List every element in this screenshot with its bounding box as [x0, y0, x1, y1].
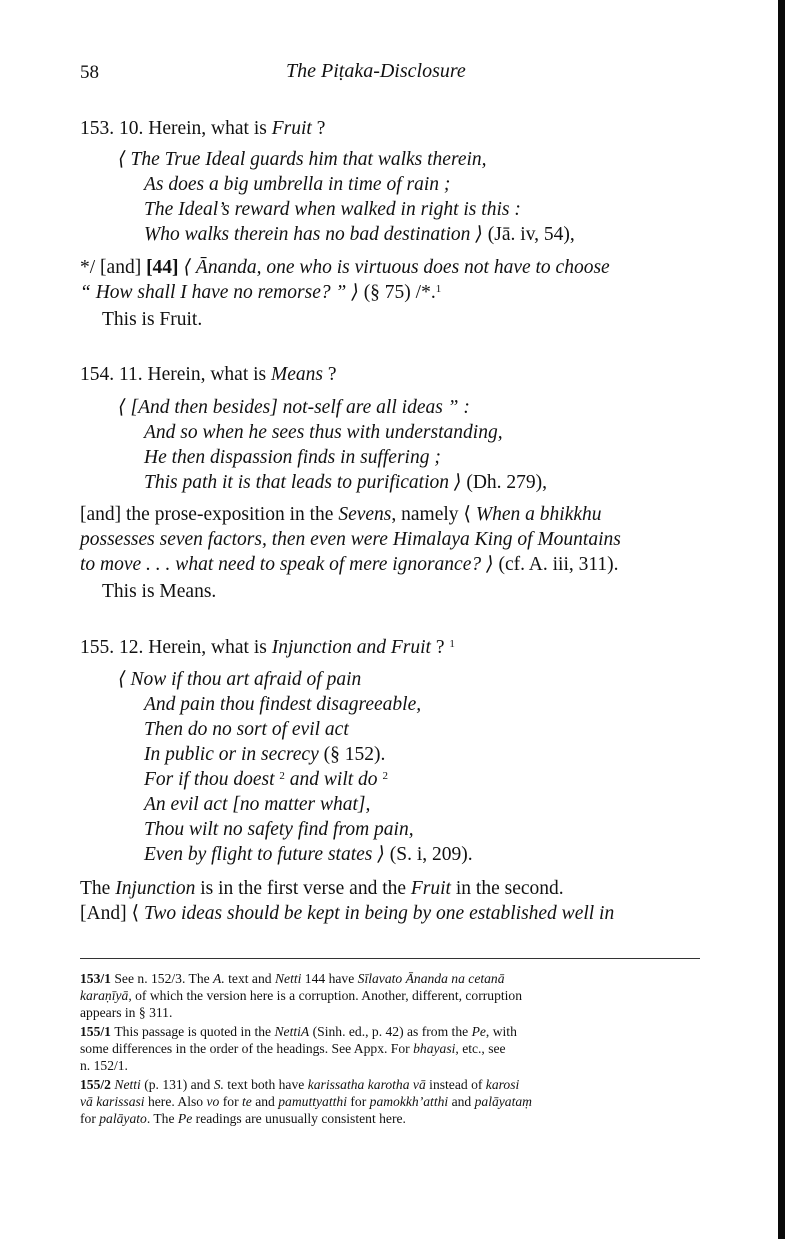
footnote-line: [80, 1093, 532, 1110]
verse-line: He then dispassion finds in suffering ;: [144, 447, 441, 468]
footnote-text: . The: [146, 1111, 178, 1126]
prose-line: possesses seven factors, then even were Himalaya King of Mountains: [80, 529, 621, 550]
footnote-text: and: [448, 1094, 475, 1109]
footnote-text: karissatha karotha vā: [307, 1077, 426, 1092]
verse-line: As does a big umbrella in time of rain ;: [144, 174, 451, 195]
footnote-text: for: [219, 1094, 242, 1109]
verse-line: Even by flight to future states ⟩ (S. i, 209).: [144, 844, 473, 865]
footnote-text: palāyato: [99, 1111, 147, 1126]
verse-line: Who walks therein has no bad destination ⟩ (Jā. iv, 54),: [144, 224, 575, 245]
footnote-text: Netti: [274, 971, 302, 986]
footnote-text: , of which the version here is a corruption. Another, different, corruption: [128, 988, 523, 1003]
footnote-text: for: [346, 1094, 370, 1109]
verse-line: This path it is that leads to purification ⟩ (Dh. 279),: [144, 472, 548, 493]
verse-line: For if thou doest $^2$ and wilt do $^2$: [144, 769, 388, 790]
footnote-line: [80, 970, 505, 987]
footnote-line: [80, 1057, 128, 1074]
verse-line: And pain thou findest disagreeable,: [144, 694, 422, 715]
footnote-line: [80, 1023, 517, 1040]
footnote-line: [80, 1004, 172, 1021]
footnote-text: (p. 131) and: [140, 1077, 214, 1092]
prose-line: */ [and] [44] ⟨ Ānanda, one who is virtuous does not have to choose: [80, 257, 610, 278]
section-155-heading: 155. 12. Herein, what is Injunction and Fruit ? $^1$: [80, 637, 455, 658]
verse-line: An evil act [no matter what],: [144, 794, 371, 815]
section-154-heading: 154. 11. Herein, what is Means ?: [80, 364, 337, 385]
footnote-text: instead of: [425, 1077, 486, 1092]
verse-line: In public or in secrecy (§ 152).: [144, 744, 386, 765]
footnote-text: , etc., see: [455, 1041, 506, 1056]
footnote-line: [80, 1110, 406, 1127]
footnote-text: (Sinh. ed., p. 42) as from the: [309, 1024, 472, 1039]
verse-line: Then do no sort of evil act: [144, 719, 349, 740]
footnote-line: [80, 1040, 506, 1057]
footnote-text: n. 152/1.: [80, 1058, 128, 1073]
footnote-text: vā karissasi: [80, 1094, 145, 1109]
footnote-text: Sīlavato Ānanda na cetanā: [357, 971, 505, 986]
verse-line: ⟨ [And then besides] not-self are all ideas ” :: [118, 397, 470, 418]
prose-line: [And] ⟨ Two ideas should be kept in being by one established well in: [80, 903, 615, 924]
verse-line: ⟨ Now if thou art afraid of pain: [118, 669, 362, 690]
footnote-ref: 1: [435, 283, 442, 295]
footnote-text: , with: [485, 1024, 517, 1039]
prose-line: to move . . . what need to speak of mere ignorance? ⟩ (cf. A. iii, 311).: [80, 554, 619, 575]
footnote-text: for: [80, 1111, 100, 1126]
footnote-text: Netti: [114, 1077, 141, 1092]
section-153-heading: 153. 10. Herein, what is Fruit ?: [80, 118, 326, 139]
footnote-text: vo: [206, 1094, 220, 1109]
footnote-divider: [80, 958, 700, 959]
footnote-text: A.: [213, 971, 225, 986]
footnote-text: bhayasi: [413, 1041, 456, 1056]
footnote-text: some differences in the order of the headings. See Appx. For: [80, 1041, 414, 1056]
scan-border-edge: [785, 0, 793, 1239]
footnote-text: pamokkh’atthi: [369, 1094, 449, 1109]
footnote-text: te: [242, 1094, 252, 1109]
page-number: 58: [80, 62, 99, 83]
footnote-text: karosi: [485, 1077, 520, 1092]
footnote-text: pamuttyatthi: [278, 1094, 347, 1109]
footnote-text: here. Also: [144, 1094, 207, 1109]
running-title: The Piṭaka-Disclosure: [286, 60, 466, 82]
footnote-text: appears in § 311.: [80, 1005, 173, 1020]
footnote-text: NettiA: [274, 1024, 310, 1039]
footnote-ref: 1: [449, 638, 455, 650]
footnote-text: palāyataṃ: [474, 1094, 532, 1109]
footnote-text: readings are unusually consistent here.: [192, 1111, 406, 1126]
footnote-text: text both have: [223, 1077, 308, 1092]
footnote-label: 155/1: [80, 1024, 115, 1039]
footnote-text: 144 have: [301, 971, 358, 986]
footnote-text: S.: [213, 1077, 224, 1092]
footnote-text: Pe: [471, 1024, 486, 1039]
verse-line: The Ideal’s reward when walked in right is this :: [144, 199, 521, 220]
footnote-label: 155/2: [80, 1077, 115, 1092]
footnote-text: See n. 152/3. The: [114, 971, 214, 986]
verse-line: And so when he sees thus with understanding,: [144, 422, 503, 443]
footnote-text: This passage is quoted in the: [114, 1024, 275, 1039]
footnote-text: karaṇīyā: [80, 988, 129, 1003]
footnote-line: [80, 1076, 519, 1093]
footnote-label: 153/1: [80, 971, 115, 986]
prose-line: [and] the prose-exposition in the Sevens, namely ⟨ When a bhikkhu: [80, 504, 602, 525]
footnote-line: [80, 987, 522, 1004]
verse-line: Thou wilt no safety find from pain,: [144, 819, 414, 840]
footnote-text: text and: [224, 971, 275, 986]
scan-border: [778, 0, 785, 1239]
section-closing: This is Fruit.: [102, 309, 203, 330]
prose-line: “ How shall I have no remorse? ” ⟩ (§ 75) /*.$^1$: [80, 282, 442, 303]
section-closing: This is Means.: [102, 581, 217, 602]
verse-line: ⟨ The True Ideal guards him that walks therein,: [118, 149, 487, 170]
prose-line: The Injunction is in the first verse and the Fruit in the second.: [80, 878, 564, 899]
footnote-text: Pe: [177, 1111, 193, 1126]
footnote-text: and: [251, 1094, 279, 1109]
